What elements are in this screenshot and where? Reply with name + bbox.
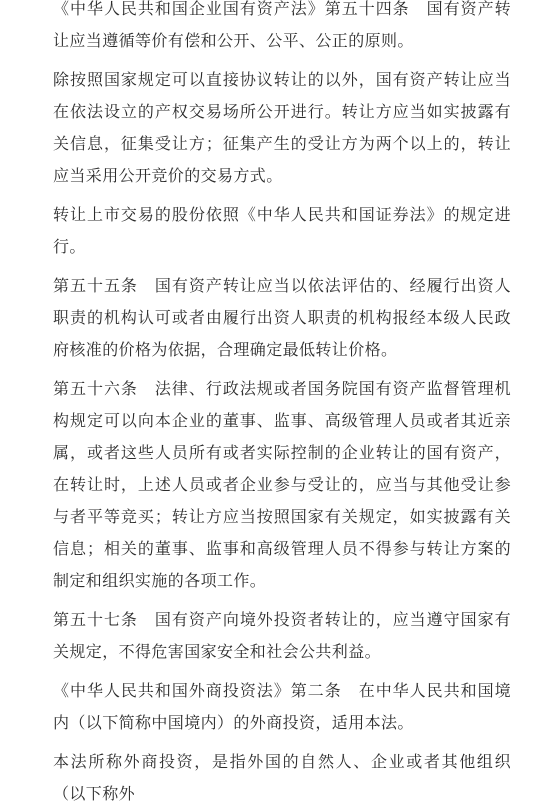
paragraph-foreign-investment-definition: 本法所称外商投资，是指外国的自然人、企业或者其他组织（以下称外 (53, 752, 511, 803)
paragraph-article-57: 第五十七条 国有资产向境外投资者转让的，应当遵守国家有关规定，不得危害国家安全和社会公共利益。 (53, 610, 511, 661)
paragraph-article-56: 第五十六条 法律、行政法规或者国务院国有资产监督管理机构规定可以向本企业的董事、监事、高级管理人员或者其近亲属，或者这些人员所有或者实际控制的企业转让的国有资产，在转让时，上述人员或者企业参与受让的，应当与其他受让参与者平等竞买；转让方应当按照国家有关规定，如实披露有关信息；相关的董事、监事和高级管理人员不得参与转让方案的制定和组织实施的各项工作。 (53, 379, 511, 590)
paragraph-foreign-investment-article-2: 《中华人民共和国外商投资法》第二条 在中华人民共和国境内（以下简称中国境内）的外商投资，适用本法。 (53, 681, 511, 732)
paragraph-article-55: 第五十五条 国有资产转让应当以依法评估的、经履行出资人职责的机构认可或者由履行出资人职责的机构报经本级人民政府核准的价格为依据，合理确定最低转让价格。 (53, 276, 511, 359)
paragraph-listed-shares: 转让上市交易的股份依照《中华人民共和国证券法》的规定进行。 (53, 205, 511, 256)
document-content (53, 0, 511, 810)
paragraph-article-54: 《中华人民共和国企业国有资产法》第五十四条 国有资产转让应当遵循等价有偿和公开、公平、公正的原则。 (53, 0, 511, 50)
paragraph-public-transfer: 除按照国家规定可以直接协议转让的以外，国有资产转让应当在依法设立的产权交易场所公开进行。转让方应当如实披露有关信息，征集受让方；征集产生的受让方为两个以上的，转让应当采用公开竞价的交易方式。 (53, 70, 511, 185)
